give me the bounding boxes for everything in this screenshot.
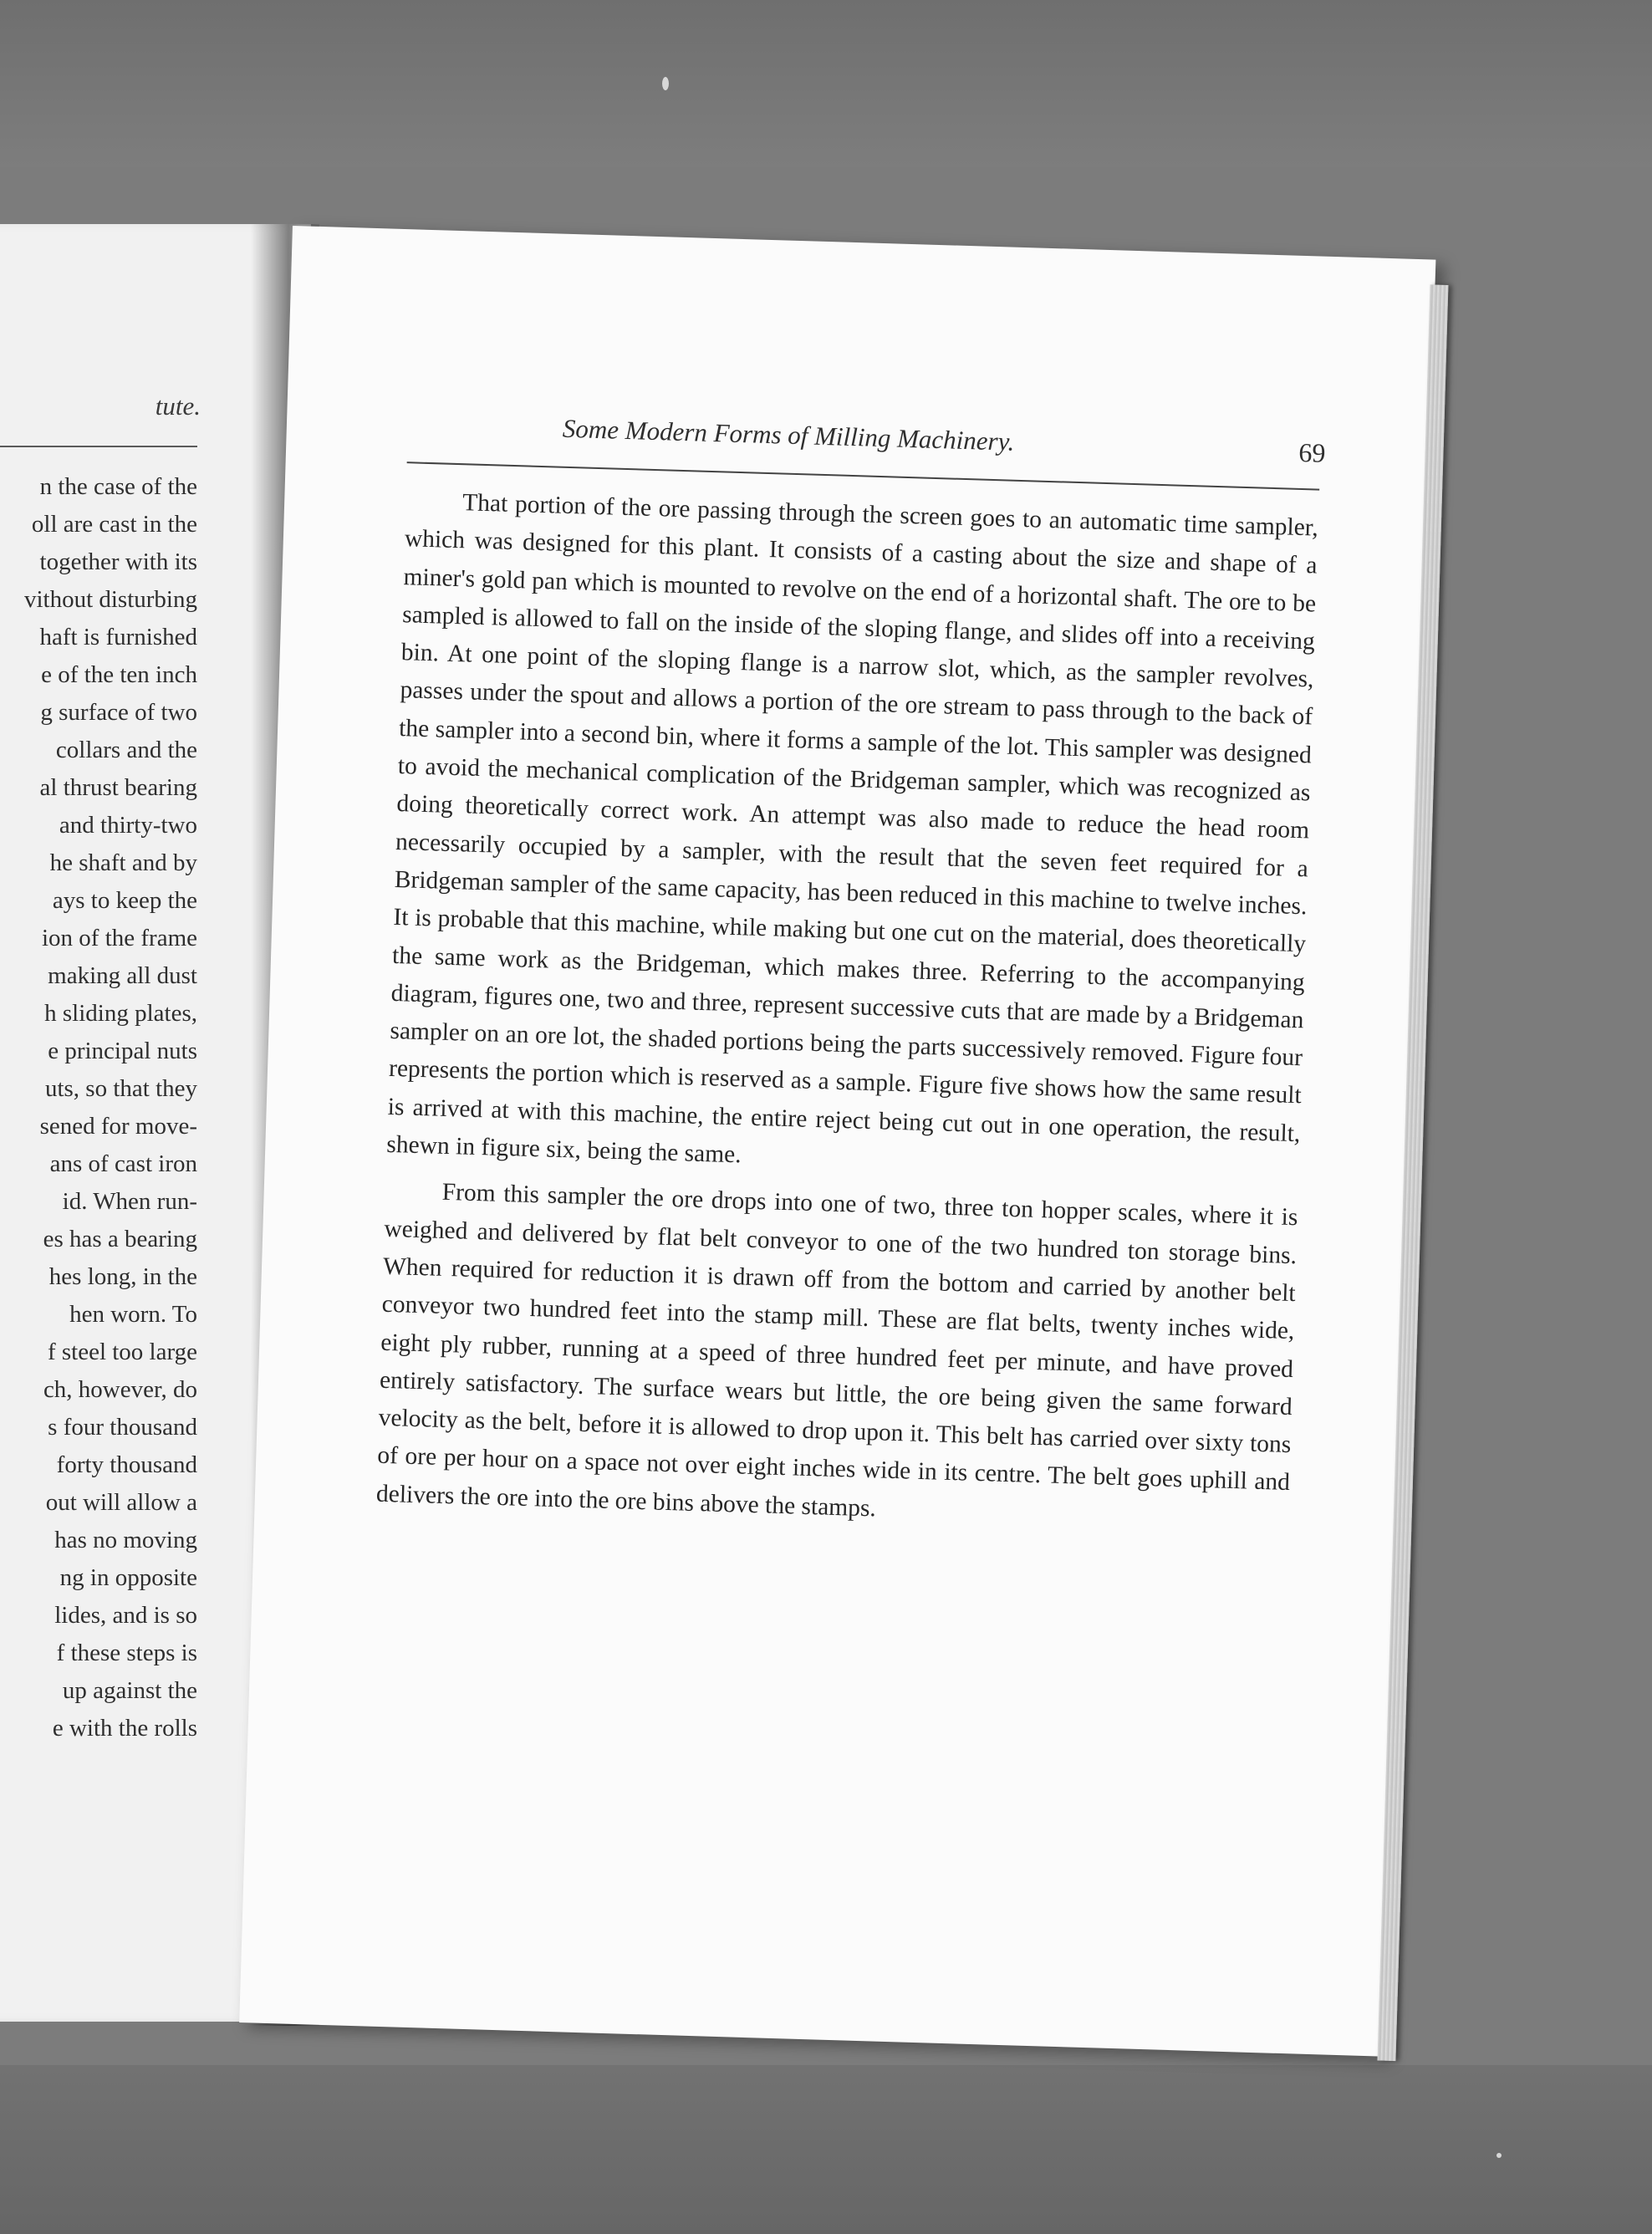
- page-edges: [1377, 284, 1448, 2061]
- left-page-line: forty thousand: [56, 1451, 197, 1478]
- left-page-line: he shaft and by: [49, 849, 197, 876]
- left-page-line: n the case of the: [39, 473, 197, 500]
- left-page-line: hes long, in the: [48, 1263, 197, 1290]
- left-page-line: lides, and is so: [54, 1602, 197, 1629]
- left-page-line: ch, however, do: [43, 1376, 197, 1403]
- left-page-line: haft is furnished: [39, 624, 197, 650]
- left-page-line: ans of cast iron: [49, 1150, 197, 1177]
- left-page-line: e of the ten inch: [41, 661, 197, 688]
- left-page-line: up against the: [62, 1677, 197, 1704]
- left-page-line: g surface of two: [40, 699, 197, 726]
- left-page-line: e with the rolls: [52, 1715, 197, 1742]
- left-page-line: id. When run-: [62, 1188, 197, 1215]
- left-page-line: f steel too large: [47, 1339, 197, 1365]
- left-page-line: hen worn. To: [69, 1301, 197, 1328]
- running-head: [286, 405, 1430, 482]
- scan-background-bottom: [0, 2065, 1652, 2234]
- left-page-line: es has a bearing: [43, 1226, 197, 1252]
- left-page-line: together with its: [39, 548, 197, 575]
- left-page-line: has no moving: [54, 1527, 197, 1553]
- left-page-line: making all dust: [48, 962, 197, 989]
- scan-speck: [1496, 2153, 1502, 2158]
- left-running-head: tute.: [155, 391, 201, 421]
- paragraph-sampler: That portion of the ore passing through the screen goes to an automatic time sampler, which was designed for this plant. It consists of a casting about the size and shape of a miner's gold pan which is mounted to revolve on the end of a horizontal shaft. The ore to be sampled is allowed to fall on the inside of the sloping flange, and slides off into a receiving bin. At one point of the sloping flange is a narrow slot, which, as the sampler revolves, passes under the spout and allows a portion of the ore stream to pass through to the back of the sampler into a second bin, where it forms a sample of the lot. This sampler was designed to avoid the mechanical complication of the Bridgeman sampler, which was recognized as doing theoretically correct work. An attempt was also made to reduce the head room necessarily occupied by a sampler, with the result that the seven feet required for a Bridgeman sampler of the same capacity, has been reduced in this machine to twelve inches. It is probable that this machine, while making but one cut on the material, does theoretically the same work as the Bridgeman, which makes three. Referring to the accompanying diagram, figures one, two and three, represent successive cuts that are made by a Bridgeman sampler on an ore lot, the shaded portions being the parts successively removed. Figure four represents the portion which is reserved as a sample. Figure five shows how the same result is arrived at with this machine, the entire reject being cut out in one operation, the result, shewn in figure six, being the same.: [385, 489, 1319, 1169]
- right-page: [239, 226, 1435, 2057]
- left-page-line: f these steps is: [56, 1640, 197, 1666]
- left-page-line: uts, so that they: [44, 1075, 197, 1102]
- left-page-line: ion of the frame: [41, 925, 197, 951]
- left-page-line: h sliding plates,: [44, 1000, 197, 1027]
- left-page-line: ays to keep the: [52, 887, 197, 914]
- left-page-line: sened for move-: [39, 1113, 197, 1140]
- left-page-line: collars and the: [55, 737, 197, 763]
- left-page-line: e principal nuts: [48, 1038, 197, 1064]
- left-page-line: and thirty-two: [59, 812, 197, 839]
- left-page-line: oll are cast in the: [31, 511, 197, 538]
- left-page-text: [0, 468, 197, 1747]
- left-page-line: ng in opposite: [59, 1564, 197, 1591]
- scan-background-top: [0, 0, 1652, 167]
- left-page-line: out will allow a: [45, 1489, 197, 1516]
- left-head-rule: [0, 446, 197, 447]
- left-page-line: vithout disturbing: [23, 586, 197, 613]
- page-number: 69: [1298, 436, 1327, 468]
- left-page-line: s four thousand: [48, 1414, 197, 1441]
- scan-speck: [662, 77, 669, 90]
- paragraph-conveyor: From this sampler the ore drops into one of two, three ton hopper scales, where it is weighed and delivered by flat belt conveyor to one of the two hundred ton storage bins. When required for reduction it is drawn off from the bottom and carried by another belt conveyor two hundred feet into the stamp mill. These are flat belts, twenty inches wide, eight ply rubber, running at a speed of three hundred feet per minute, and have proved entirely satisfactory. The surface wears but little, the ore being given the same forward velocity as the belt, before it is allowed to drop upon it. This belt has carried over sixty tons of ore per hour on a space not over eight inches wide in its centre. The belt goes uphill and delivers the ore into the ore bins above the stamps.: [375, 1179, 1298, 1522]
- running-title: Some Modern Forms of Milling Machinery.: [562, 413, 1015, 456]
- left-page-line: al thrust bearing: [39, 774, 197, 801]
- body-text: [375, 482, 1318, 1540]
